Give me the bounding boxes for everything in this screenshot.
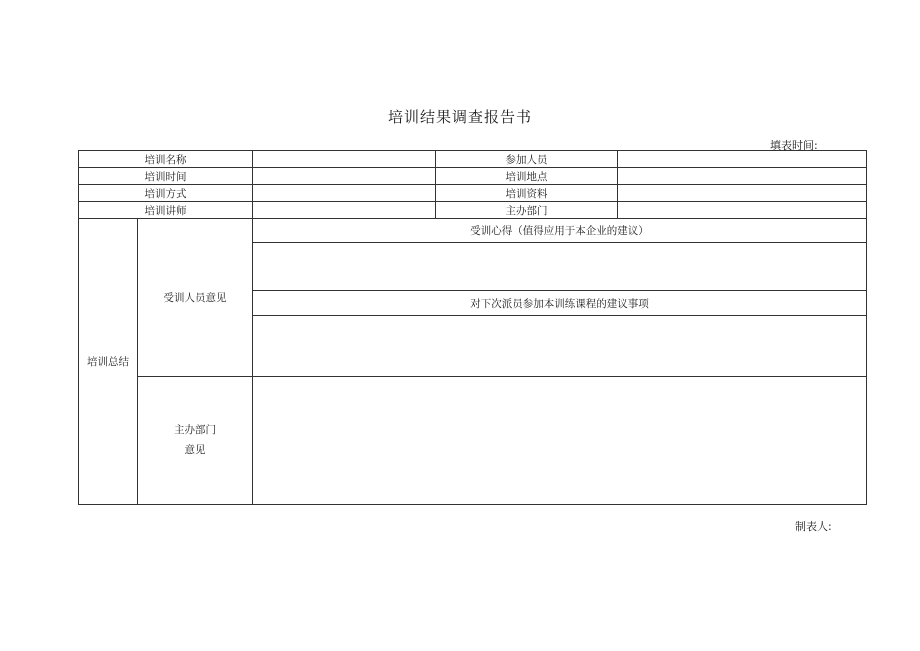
suggestion-header: 对下次派员参加本训练课程的建议事项 <box>253 291 867 316</box>
host-department-field[interactable] <box>618 202 867 219</box>
trainer-field[interactable] <box>253 202 436 219</box>
participants-label: 参加人员 <box>436 151 618 168</box>
training-name-label: 培训名称 <box>79 151 253 168</box>
fill-time-label: 填表时间: <box>770 139 818 152</box>
document-title: 培训结果调查报告书 <box>387 108 532 126</box>
training-materials-label: 培训资料 <box>436 185 618 202</box>
department-opinion-row <box>79 377 867 505</box>
survey-form-table <box>78 150 867 505</box>
department-opinion-field[interactable] <box>253 377 867 505</box>
training-summary-label: 培训总结 <box>79 219 138 505</box>
info-row-training-method <box>79 185 867 202</box>
training-time-field[interactable] <box>253 168 436 185</box>
info-row-trainer <box>79 202 867 219</box>
trainer-label: 培训讲师 <box>79 202 253 219</box>
training-time-label: 培训时间 <box>79 168 253 185</box>
training-location-label: 培训地点 <box>436 168 618 185</box>
training-method-field[interactable] <box>253 185 436 202</box>
training-method-label: 培训方式 <box>79 185 253 202</box>
suggestion-field[interactable] <box>253 316 867 377</box>
department-opinion-label-line2: 意见 <box>184 443 206 456</box>
department-opinion-label <box>138 377 253 505</box>
insight-field[interactable] <box>253 243 867 291</box>
info-row-training-time <box>79 168 867 185</box>
maker-label: 制表人: <box>795 520 832 533</box>
host-department-label: 主办部门 <box>436 202 618 219</box>
training-materials-field[interactable] <box>618 185 867 202</box>
department-opinion-label-line1: 主办部门 <box>174 423 216 436</box>
insight-header-row <box>79 219 867 243</box>
training-name-field[interactable] <box>253 151 436 168</box>
insight-header: 受训心得（值得应用于本企业的建议） <box>253 219 867 243</box>
trainee-opinion-label: 受训人员意见 <box>138 219 253 377</box>
info-row-training-name <box>79 151 867 168</box>
training-location-field[interactable] <box>618 168 867 185</box>
participants-field[interactable] <box>618 151 867 168</box>
